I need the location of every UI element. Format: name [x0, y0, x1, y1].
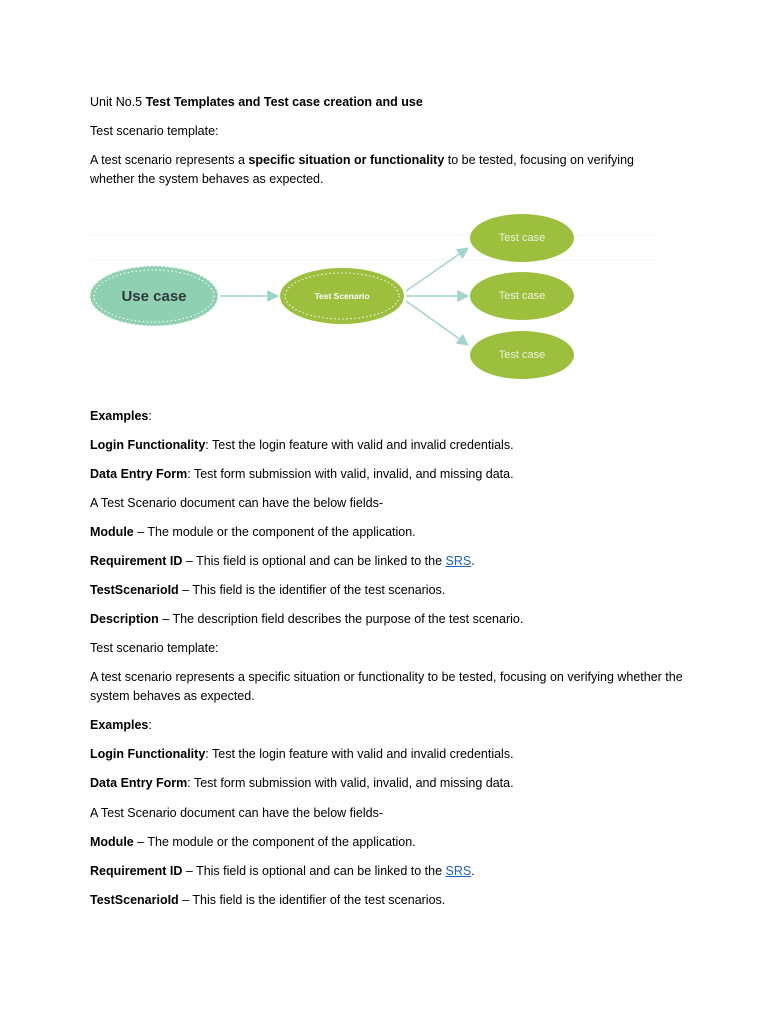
field-description: Description – The description field describes the purpose of the test scenario.: [90, 612, 524, 626]
scenario-intro: A test scenario represents a specific situation or functionality to be tested, focusing on verifying whether the system behaves as expected.: [90, 153, 634, 186]
test-case-node-1: [470, 214, 574, 262]
field-module-2: Module – The module or the component of the application.: [90, 835, 416, 849]
srs-link[interactable]: SRS: [445, 554, 472, 568]
arrow-scenario-to-case-1: [406, 248, 468, 291]
example-data-entry-term: Data Entry Form: [90, 467, 188, 481]
intro-emphasis: specific situation or functionality: [248, 153, 445, 167]
examples-heading: Examples:: [90, 409, 152, 423]
test-case-label-1: Test case: [498, 232, 546, 244]
field-test-scenario-id: TestScenarioId – This field is the identifier of the test scenarios.: [90, 583, 446, 597]
use-case-label: Use case: [121, 288, 187, 305]
test-case-label-3: Test case: [498, 349, 546, 361]
unit-title: Test Templates and Test case creation and use: [145, 95, 423, 109]
use-case-node: [90, 266, 218, 326]
test-case-node-2: [470, 272, 574, 320]
template-label-2: Test scenario template:: [90, 641, 219, 655]
example-data-entry-2: Data Entry Form: Test form submission with valid, invalid, and missing data.: [90, 776, 514, 790]
fields-intro-2: A Test Scenario document can have the below fields-: [90, 806, 383, 820]
example-login-term: Login Functionality: [90, 438, 206, 452]
fields-intro: A Test Scenario document can have the below fields-: [90, 496, 383, 510]
scenario-diagram: [88, 205, 668, 390]
field-module: Module – The module or the component of the application.: [90, 525, 416, 539]
template-label: Test scenario template:: [90, 124, 219, 138]
field-test-scenario-id-2: TestScenarioId – This field is the identifier of the test scenarios.: [90, 893, 446, 907]
example-login-2: Login Functionality: Test the login feature with valid and invalid credentials.: [90, 747, 514, 761]
test-scenario-label: Test Scenario: [314, 291, 370, 301]
example-login: Login Functionality: Test the login feature with valid and invalid credentials.: [90, 438, 514, 452]
field-requirement-id-2: Requirement ID – This field is optional and can be linked to the SRS.: [90, 864, 475, 878]
examples-heading-2: Examples:: [90, 718, 152, 732]
test-case-label-2: Test case: [498, 290, 546, 302]
unit-heading: [90, 93, 690, 112]
test-scenario-node: [280, 268, 404, 324]
unit-number: Unit No.5: [90, 95, 146, 109]
arrow-scenario-to-case-3: [406, 301, 468, 345]
srs-link-2[interactable]: SRS: [445, 864, 472, 878]
test-case-node-3: [470, 331, 574, 379]
field-requirement-id: Requirement ID – This field is optional and can be linked to the SRS.: [90, 554, 475, 568]
scenario-intro-2: A test scenario represents a specific situation or functionality to be tested, focusing on verifying whether the system behaves as expected.: [90, 670, 683, 703]
example-data-entry: Data Entry Form: Test form submission with valid, invalid, and missing data.: [90, 467, 514, 481]
